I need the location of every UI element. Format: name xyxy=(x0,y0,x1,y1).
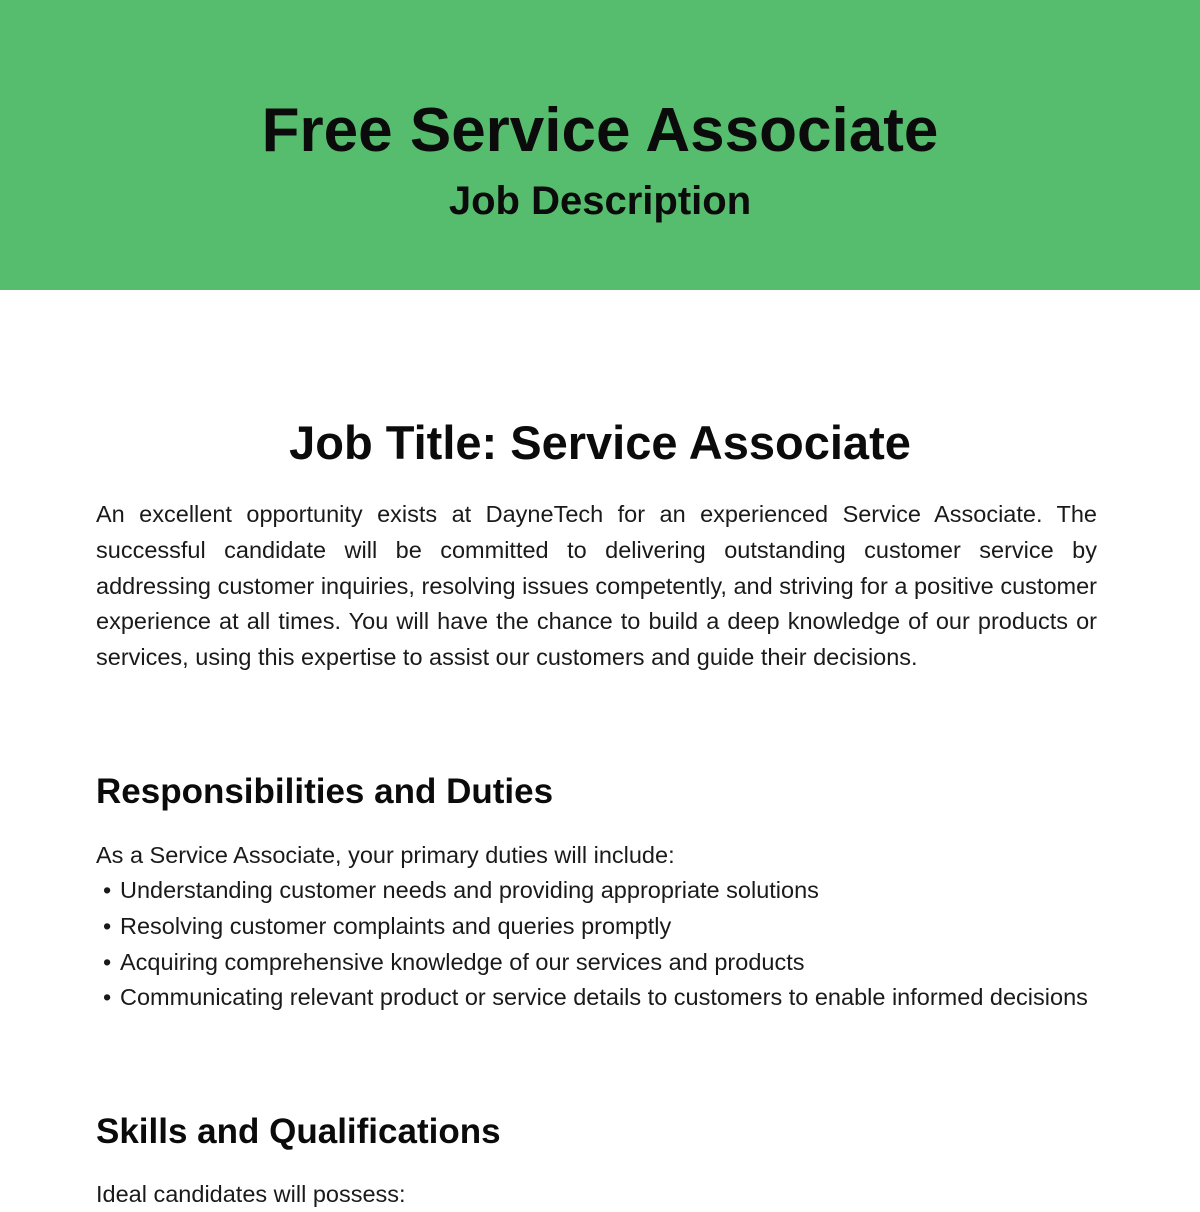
list-item-text: Acquiring comprehensive knowledge of our services and products xyxy=(120,948,805,975)
responsibilities-heading: Responsibilities and Duties xyxy=(96,772,554,811)
bullet-icon: • xyxy=(103,984,112,1011)
list-item xyxy=(96,873,1096,909)
document-title: Free Service Associate xyxy=(261,96,939,165)
list-item-text: Communicating relevant product or service details to customers to enable informed decisions xyxy=(120,984,1088,1011)
duties-list xyxy=(96,873,1096,1016)
header-banner xyxy=(0,0,1200,290)
bullet-icon: • xyxy=(103,877,112,903)
list-item xyxy=(96,980,1096,1016)
responsibilities-lead: As a Service Associate, your primary duties will include: xyxy=(96,842,675,868)
document-subtitle: Job Description xyxy=(448,179,752,223)
list-item-text: Resolving customer complaints and queries promptly xyxy=(120,912,672,939)
list-item-text: Understanding customer needs and providing appropriate solutions xyxy=(120,877,819,903)
bullet-icon: • xyxy=(103,912,112,939)
skills-heading: Skills and Qualifications xyxy=(96,1112,501,1151)
list-item xyxy=(96,945,1096,981)
intro-paragraph: An excellent opportunity exists at DayneTech for an experienced Service Associate. The successful candidate will be committed to delivering outstanding customer service by addressing customer inquiries, resolving issues competently, and striving for a positive customer experience at all times. You will have the chance to build a deep knowledge of our products or services, using this expertise to assist our customers and guide their decisions. xyxy=(96,501,1097,671)
bullet-icon: • xyxy=(103,948,112,975)
list-item xyxy=(96,909,1096,945)
job-title-heading: Job Title: Service Associate xyxy=(289,416,911,469)
skills-lead: Ideal candidates will possess: xyxy=(96,1181,406,1207)
